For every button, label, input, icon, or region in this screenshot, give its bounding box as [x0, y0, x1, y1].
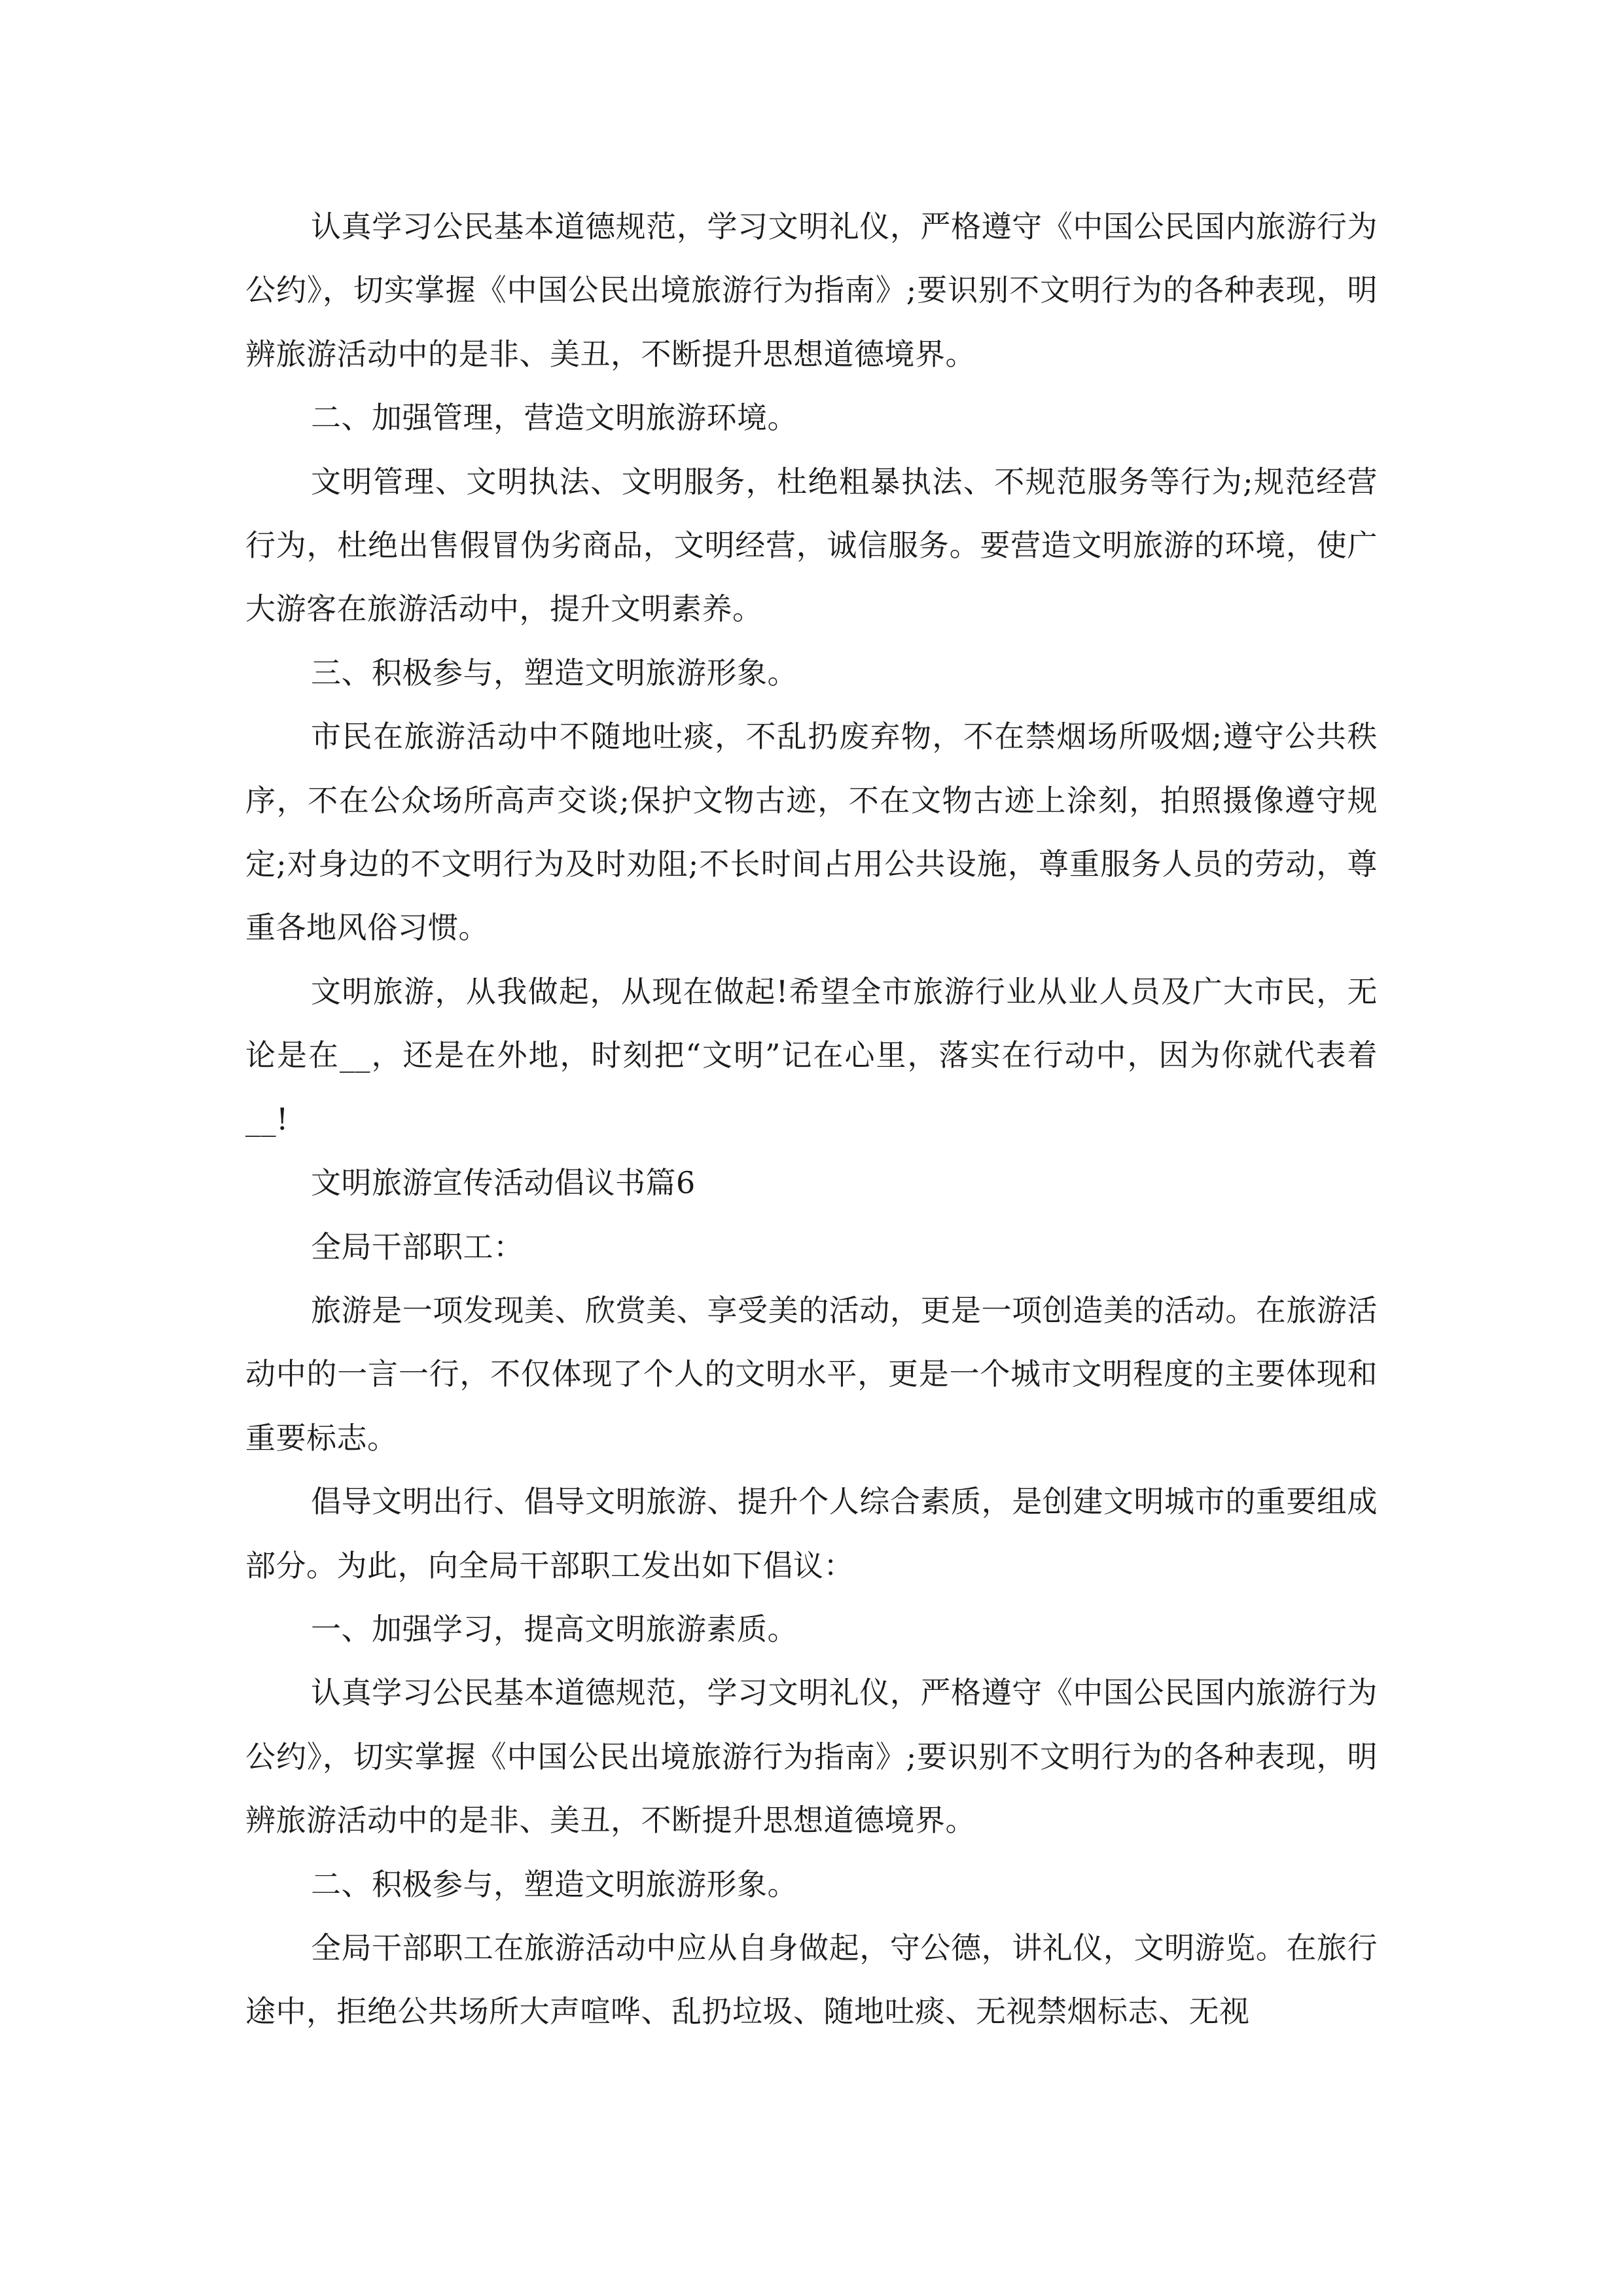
paragraph-civilized-management: 文明管理、文明执法、文明服务，杜绝粗暴执法、不规范服务等行为;规范经营行为，杜绝出售假冒伪劣商品，文明经营，诚信服务。要营造文明旅游的环境，使广大游客在旅游活动中，提升文明素养。 [245, 463, 1378, 627]
paragraph-start-with-me: 文明旅游，从我做起，从现在做起!希望全市旅游行业从业人员及广大市民，无论是在__，还是在外地，时刻把“文明”记在心里，落实在行动中，因为你就代表着__! [245, 973, 1378, 1137]
salutation: 全局干部职工： [311, 1229, 524, 1265]
document-body [245, 195, 1378, 2044]
paragraph-proposal-intro: 倡导文明出行、倡导文明旅游、提升个人综合素质，是创建文明城市的重要组成部分。为此，向全局干部职工发出如下倡议： [245, 1484, 1378, 1583]
paragraph-travel-beauty: 旅游是一项发现美、欣赏美、享受美的活动，更是一项创造美的活动。在旅游活动中的一言一行，不仅体现了个人的文明水平，更是一个城市文明程度的主要体现和重要标志。 [245, 1292, 1378, 1456]
section-heading-participation-2: 二、积极参与，塑造文明旅游形象。 [311, 1866, 798, 1902]
paragraph-citizen-conduct: 市民在旅游活动中不随地吐痰，不乱扔废弃物，不在禁烟场所吸烟;遵守公共秩序，不在公众场所高声交谈;保护文物古迹，不在文物古迹上涂刻，拍照摄像遵守规定;对身边的不文明行为及时劝阻;不长时间占用公共设施，尊重服务人员的劳动，尊重各地风俗习惯。 [245, 719, 1378, 946]
paragraph-study-ethics-2: 认真学习公民基本道德规范，学习文明礼仪，严格遵守《中国公民国内旅游行为公约》，切实掌握《中国公民出境旅游行为指南》;要识别不文明行为的各种表现，明辨旅游活动中的是非、美丑，不断提升思想道德境界。 [245, 1675, 1378, 1839]
paragraph-study-ethics: 认真学习公民基本道德规范，学习文明礼仪，严格遵守《中国公民国内旅游行为公约》，切实掌握《中国公民出境旅游行为指南》;要识别不文明行为的各种表现，明辨旅游活动中的是非、美丑，不断提升思想道德境界。 [245, 209, 1378, 372]
section-heading-learning: 一、加强学习，提高文明旅游素质。 [311, 1611, 798, 1647]
section-heading-management: 二、加强管理，营造文明旅游环境。 [311, 400, 798, 436]
paragraph-staff-conduct: 全局干部职工在旅游活动中应从自身做起，守公德，讲礼仪，文明游览。在旅行途中，拒绝公共场所大声喧哗、乱扔垃圾、随地吐痰、无视禁烟标志、无视 [245, 1929, 1378, 2030]
section-heading-participation: 三、积极参与，塑造文明旅游形象。 [311, 655, 798, 691]
article-title-part-6: 文明旅游宣传活动倡议书篇6 [311, 1165, 696, 1201]
